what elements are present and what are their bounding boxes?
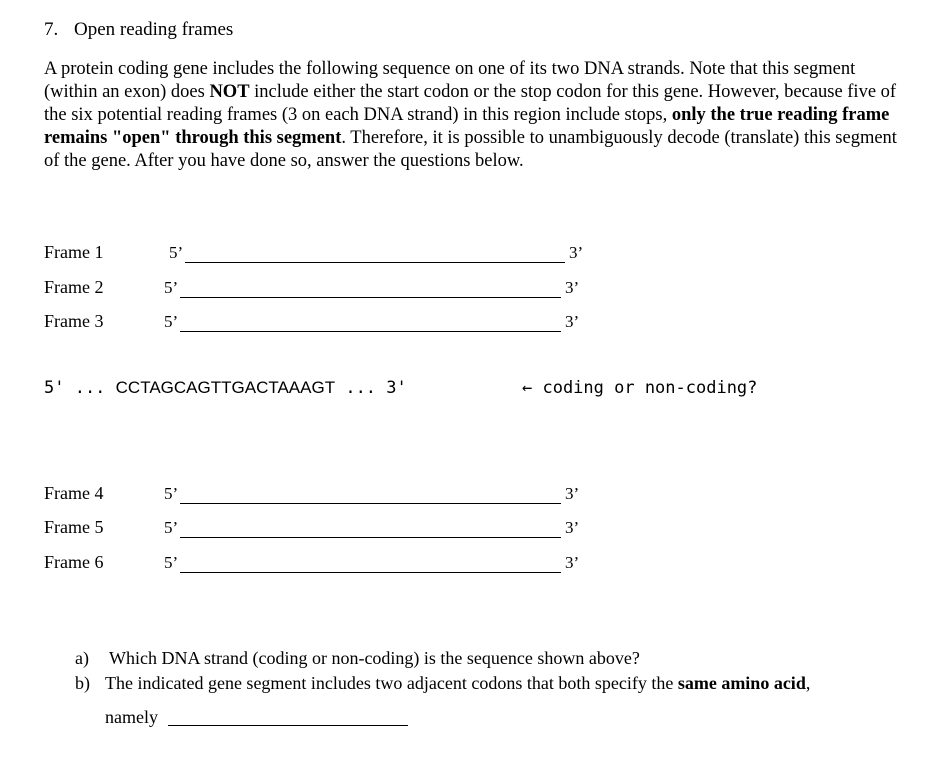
frame-3-answer-line[interactable] [180,331,561,332]
coding-question-note: ← coding or non-coding? [522,378,758,398]
question-b [75,673,810,694]
question-number: 7. [44,19,59,40]
frame-3-three-prime: 3’ [565,312,580,331]
question-b-text-part2: , [805,673,811,693]
question-b-letter: b) [75,673,90,693]
intro-paragraph [44,58,904,173]
frame-3-five-prime: 5’ [164,312,179,331]
frame-5-three-prime: 3’ [565,518,580,537]
frame-2-three-prime: 3’ [565,278,580,297]
frame-1-label: Frame 1 [44,242,104,262]
frame-4-five-prime: 5’ [164,484,179,503]
paragraph-part3: . Therefore, it is possible to unambiguously decode (translate) this segment of the gene. After you have done so, answer the questions below. [44,128,897,171]
frame-5-answer-line[interactable] [180,537,561,538]
question-a-text: Which DNA strand (coding or non-coding) is the sequence shown above? [109,648,640,668]
paragraph-bold-not: NOT [209,82,250,102]
frame-2-label: Frame 2 [44,277,104,297]
frame-4-label: Frame 4 [44,483,104,503]
frame-6-label: Frame 6 [44,552,104,572]
question-b-bold: same amino acid [677,673,806,693]
question-b-namely: namely [105,707,158,727]
sequence-prefix: 5' ... [44,378,116,398]
paragraph-part1: A protein coding gene includes the following sequence on one of its two DNA strands. Note that this segment (within an exon) does [44,59,856,102]
question-title: Open reading frames [74,19,234,40]
frame-2-five-prime: 5’ [164,278,179,297]
question-a [75,648,640,669]
frame-2-answer-line[interactable] [180,297,561,298]
namely-answer-line[interactable] [168,725,408,726]
paragraph-bold-open: only the true reading frame remains "open" through this segment [44,105,890,148]
frame-6-three-prime: 3’ [565,553,580,572]
question-b-text-part1: The indicated gene segment includes two adjacent codons that both specify the [105,673,678,693]
frame-1-five-prime: 5’ [169,243,184,262]
sequence-suffix: ... 3' [335,378,407,398]
frame-6-answer-line[interactable] [180,572,561,573]
question-heading [44,19,233,41]
frame-6-five-prime: 5’ [164,553,179,572]
frame-4-answer-line[interactable] [180,503,561,504]
frame-5-five-prime: 5’ [164,518,179,537]
frame-4-three-prime: 3’ [565,484,580,503]
dna-sequence [44,378,407,398]
paragraph-part2: include either the start codon or the stop codon for this gene. However, because five of the six potential reading frames (3 on each DNA strand) in this region include stops, [44,82,897,125]
frame-1-three-prime: 3’ [569,243,584,262]
sequence-dna: CCTAGCAGTTGACTAAAGT [115,378,336,397]
frame-3-label: Frame 3 [44,311,104,331]
question-a-letter: a) [75,648,89,668]
frame-5-label: Frame 5 [44,517,104,537]
frame-1-answer-line[interactable] [185,262,565,263]
